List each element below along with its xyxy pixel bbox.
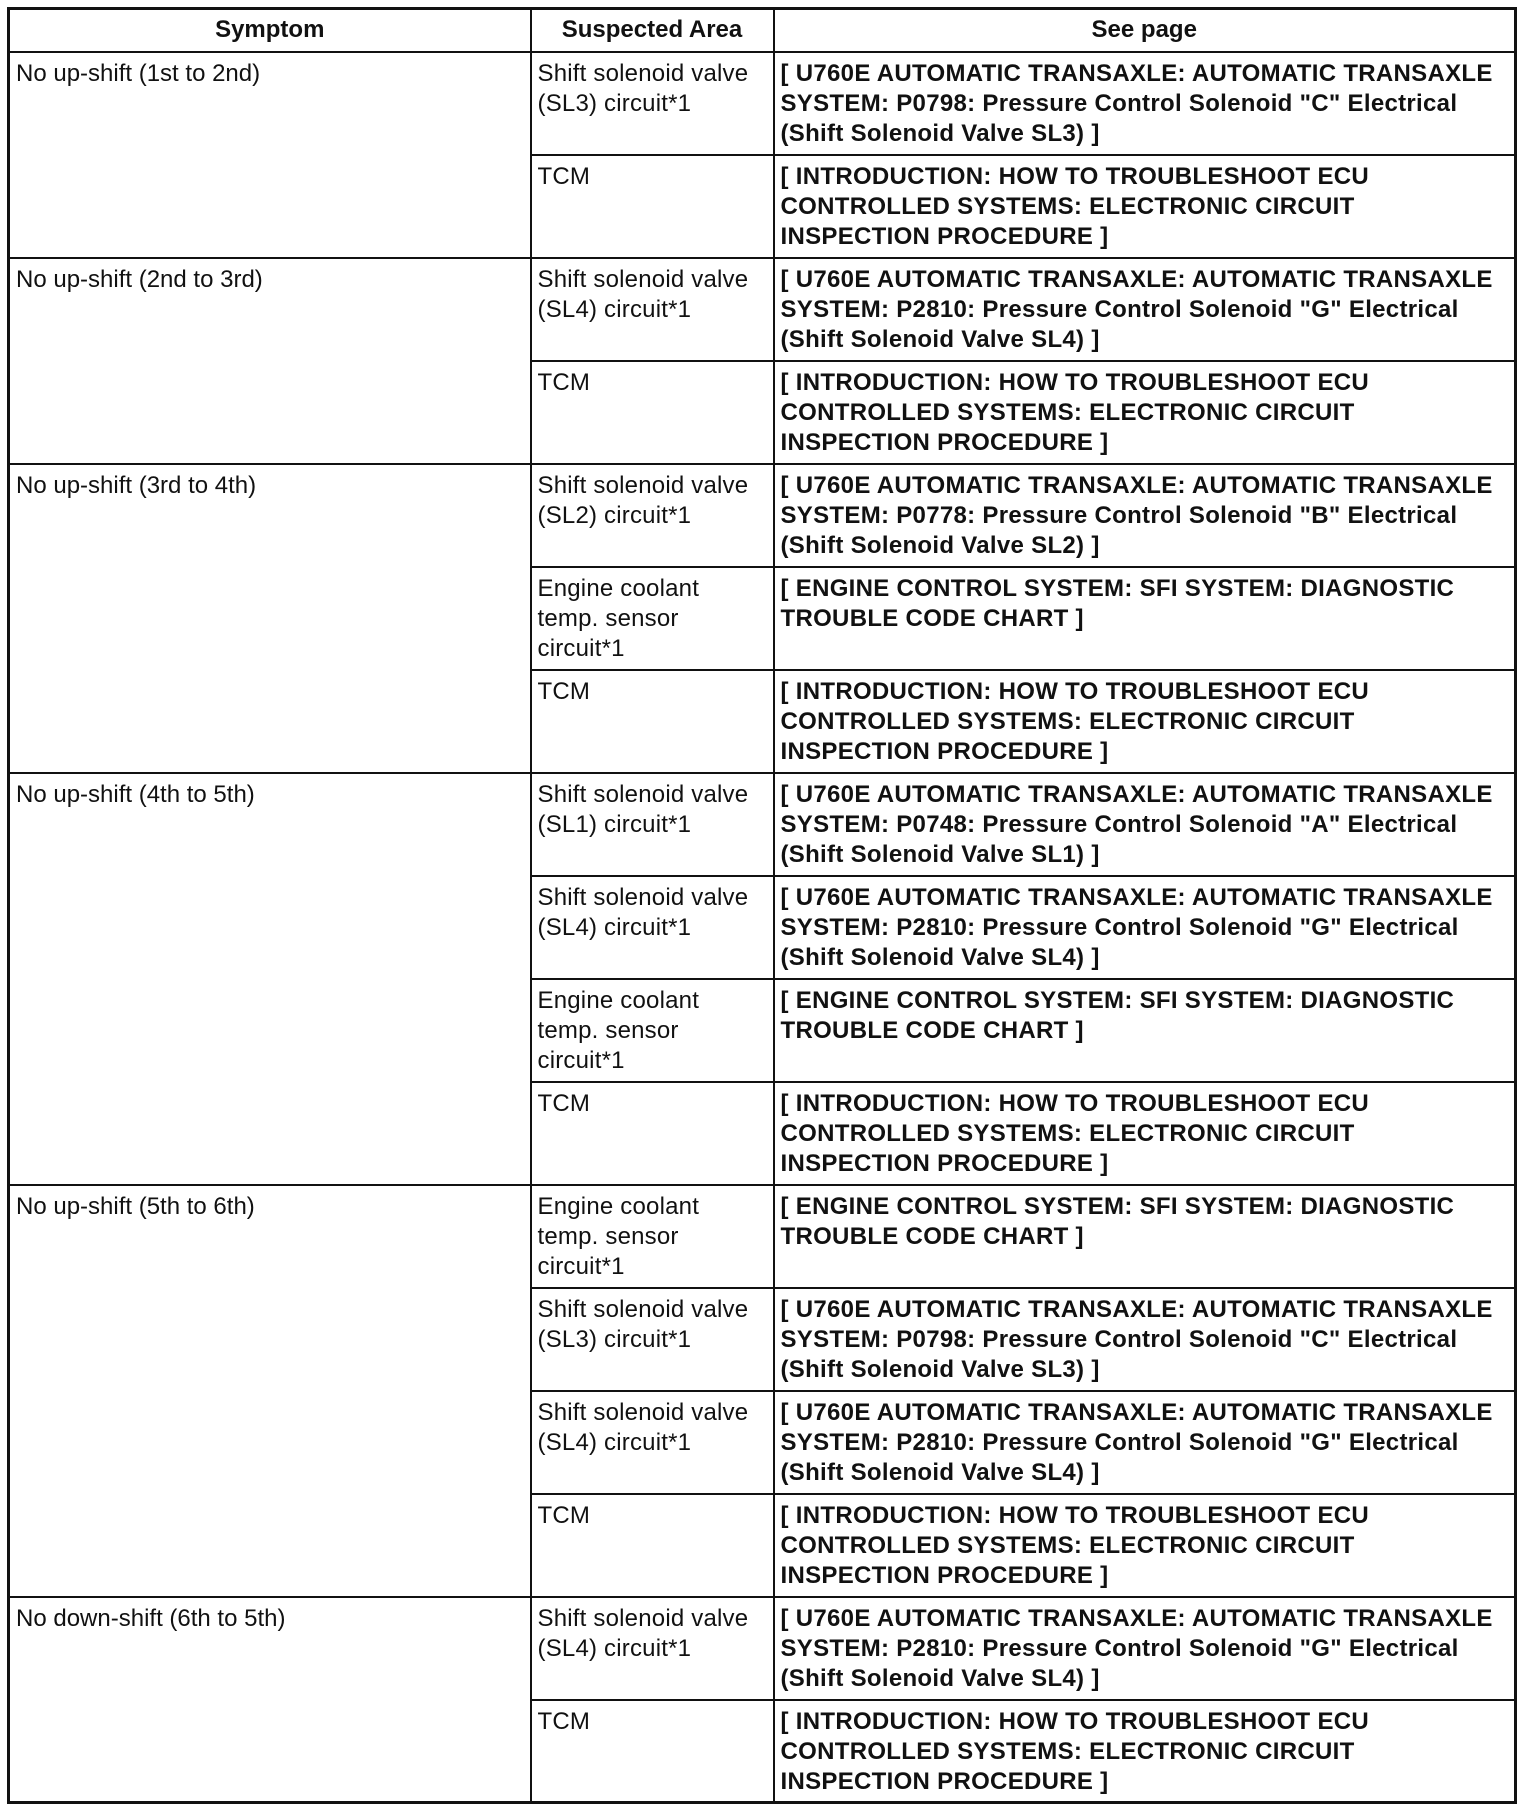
symptom-cell: No up-shift (3rd to 4th) (9, 464, 531, 773)
suspected-area-cell: Shift solenoid valve (SL4) circuit*1 (531, 1597, 774, 1700)
see-page-link[interactable]: [ U760E AUTOMATIC TRANSAXLE: AUTOMATIC TRANSAXLE SYSTEM: P2810: Pressure Control Solenoid "G" Electrical (Shift Solenoid Valve SL4) ] (774, 1597, 1516, 1700)
header-row (9, 9, 1516, 52)
see-page-link[interactable]: [ U760E AUTOMATIC TRANSAXLE: AUTOMATIC TRANSAXLE SYSTEM: P0778: Pressure Control Solenoid "B" Electrical (Shift Solenoid Valve SL2) ] (774, 464, 1516, 567)
see-page-link[interactable]: [ U760E AUTOMATIC TRANSAXLE: AUTOMATIC TRANSAXLE SYSTEM: P0748: Pressure Control Solenoid "A" Electrical (Shift Solenoid Valve SL1) ] (774, 773, 1516, 876)
see-page-link[interactable]: [ U760E AUTOMATIC TRANSAXLE: AUTOMATIC TRANSAXLE SYSTEM: P0798: Pressure Control Solenoid "C" Electrical (Shift Solenoid Valve SL3) ] (774, 1288, 1516, 1391)
see-page-link[interactable]: [ INTRODUCTION: HOW TO TROUBLESHOOT ECU CONTROLLED SYSTEMS: ELECTRONIC CIRCUIT INSPECTION PROCEDURE ] (774, 670, 1516, 773)
suspected-area-cell: TCM (531, 1494, 774, 1597)
suspected-area-cell: TCM (531, 1082, 774, 1185)
suspected-area-cell: Shift solenoid valve (SL1) circuit*1 (531, 773, 774, 876)
symptom-cell: No up-shift (2nd to 3rd) (9, 258, 531, 464)
symptom-cell: No up-shift (5th to 6th) (9, 1185, 531, 1597)
suspected-area-cell: TCM (531, 155, 774, 258)
suspected-area-cell: Engine coolant temp. sensor circuit*1 (531, 979, 774, 1082)
suspected-area-cell: Shift solenoid valve (SL3) circuit*1 (531, 52, 774, 155)
see-page-link[interactable]: [ INTRODUCTION: HOW TO TROUBLESHOOT ECU CONTROLLED SYSTEMS: ELECTRONIC CIRCUIT INSPECTION PROCEDURE ] (774, 1082, 1516, 1185)
see-page-link[interactable]: [ U760E AUTOMATIC TRANSAXLE: AUTOMATIC TRANSAXLE SYSTEM: P2810: Pressure Control Solenoid "G" Electrical (Shift Solenoid Valve SL4) ] (774, 258, 1516, 361)
header-suspected-area: Suspected Area (531, 9, 774, 52)
see-page-link[interactable]: [ U760E AUTOMATIC TRANSAXLE: AUTOMATIC TRANSAXLE SYSTEM: P2810: Pressure Control Solenoid "G" Electrical (Shift Solenoid Valve SL4) ] (774, 1391, 1516, 1494)
symptom-cell: No up-shift (4th to 5th) (9, 773, 531, 1185)
suspected-area-cell: Shift solenoid valve (SL4) circuit*1 (531, 258, 774, 361)
see-page-link[interactable]: [ U760E AUTOMATIC TRANSAXLE: AUTOMATIC TRANSAXLE SYSTEM: P2810: Pressure Control Solenoid "G" Electrical (Shift Solenoid Valve SL4) ] (774, 876, 1516, 979)
troubleshooting-table (7, 7, 1517, 1804)
suspected-area-cell: TCM (531, 361, 774, 464)
suspected-area-cell: Shift solenoid valve (SL3) circuit*1 (531, 1288, 774, 1391)
table-row (9, 1597, 1516, 1700)
see-page-link[interactable]: [ INTRODUCTION: HOW TO TROUBLESHOOT ECU CONTROLLED SYSTEMS: ELECTRONIC CIRCUIT INSPECTION PROCEDURE ] (774, 155, 1516, 258)
symptom-cell: No up-shift (1st to 2nd) (9, 52, 531, 258)
see-page-link[interactable]: [ ENGINE CONTROL SYSTEM: SFI SYSTEM: DIAGNOSTIC TROUBLE CODE CHART ] (774, 1185, 1516, 1288)
table-row (9, 52, 1516, 155)
header-symptom: Symptom (9, 9, 531, 52)
see-page-link[interactable]: [ ENGINE CONTROL SYSTEM: SFI SYSTEM: DIAGNOSTIC TROUBLE CODE CHART ] (774, 567, 1516, 670)
see-page-link[interactable]: [ ENGINE CONTROL SYSTEM: SFI SYSTEM: DIAGNOSTIC TROUBLE CODE CHART ] (774, 979, 1516, 1082)
see-page-link[interactable]: [ INTRODUCTION: HOW TO TROUBLESHOOT ECU CONTROLLED SYSTEMS: ELECTRONIC CIRCUIT INSPECTION PROCEDURE ] (774, 1700, 1516, 1803)
suspected-area-cell: TCM (531, 670, 774, 773)
suspected-area-cell: TCM (531, 1700, 774, 1803)
see-page-link[interactable]: [ INTRODUCTION: HOW TO TROUBLESHOOT ECU CONTROLLED SYSTEMS: ELECTRONIC CIRCUIT INSPECTION PROCEDURE ] (774, 361, 1516, 464)
see-page-link[interactable]: [ U760E AUTOMATIC TRANSAXLE: AUTOMATIC TRANSAXLE SYSTEM: P0798: Pressure Control Solenoid "C" Electrical (Shift Solenoid Valve SL3) ] (774, 52, 1516, 155)
suspected-area-cell: Shift solenoid valve (SL4) circuit*1 (531, 1391, 774, 1494)
suspected-area-cell: Engine coolant temp. sensor circuit*1 (531, 1185, 774, 1288)
see-page-link[interactable]: [ INTRODUCTION: HOW TO TROUBLESHOOT ECU CONTROLLED SYSTEMS: ELECTRONIC CIRCUIT INSPECTION PROCEDURE ] (774, 1494, 1516, 1597)
table-row (9, 464, 1516, 567)
header-see-page: See page (774, 9, 1516, 52)
table-row (9, 258, 1516, 361)
symptom-cell: No down-shift (6th to 5th) (9, 1597, 531, 1803)
suspected-area-cell: Engine coolant temp. sensor circuit*1 (531, 567, 774, 670)
table-row (9, 1185, 1516, 1288)
table-row (9, 773, 1516, 876)
suspected-area-cell: Shift solenoid valve (SL4) circuit*1 (531, 876, 774, 979)
suspected-area-cell: Shift solenoid valve (SL2) circuit*1 (531, 464, 774, 567)
